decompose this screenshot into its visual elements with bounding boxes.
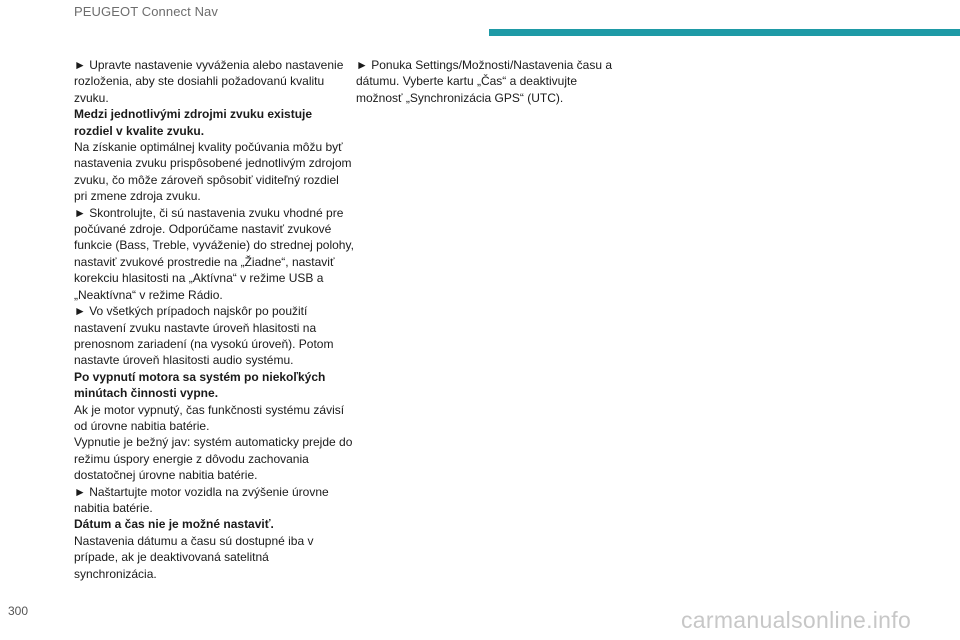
section-heading: Medzi jednotlivými zdrojmi zvuku existuje rozdiel v kvalite zvuku.: [74, 107, 313, 138]
left-text-column: [74, 57, 354, 582]
body-paragraph: ► Skontrolujte, či sú nastavenia zvuku vhodné pre počúvané zdroje. Odporúčame nastaviť zvukové funkcie (Bass, Treble, vyváženie) do strednej polohy, nastaviť zvukové prostredie na „Žiadne“, nastaviť korekciu hlasitosti na „Aktívna“ v režime USB a „Neaktívna“ v režime Rádio.: [74, 205, 354, 302]
body-paragraph: ► Naštartujte motor vozidla na zvýšenie úrovne nabitia batérie.: [74, 484, 329, 515]
body-paragraph: Na získanie optimálnej kvality počúvania môžu byť nastavenia zvuku prispôsobené jednotlivým zdrojom zvuku, čo môže zároveň spôsobiť viditeľný rozdiel pri zmene zdroja zvuku.: [74, 140, 352, 204]
body-paragraph: ► Ponuka Settings/Možnosti/Nastavenia času a dátumu. Vyberte kartu „Čas“ a deaktivujte možnosť „Synchronizácia GPS“ (UTC).: [356, 58, 613, 105]
running-header-title: PEUGEOT Connect Nav: [74, 4, 218, 19]
body-paragraph: ► Vo všetkých prípadoch najskôr po použití nastavení zvuku nastavte úroveň hlasitosti na prenosnom zariadení (na vysokú úroveň). Potom nastavte úroveň hlasitosti audio systému.: [74, 304, 334, 368]
header-accent-bar: [489, 29, 960, 36]
site-watermark: carmanualsonline.info: [681, 607, 912, 633]
section-heading: Po vypnutí motora sa systém po niekoľkých minútach činnosti vypne.: [74, 369, 326, 401]
right-text-column: [356, 57, 626, 106]
body-paragraph: Nastavenia dátumu a času sú dostupné iba v prípade, ak je deaktivovaná satelitná synchronizácia.: [74, 533, 314, 581]
body-paragraph: Vypnutie je bežný jav: systém automaticky prejde do režimu úspory energie z dôvodu zachovania dostatočnej úrovne nabitia batérie.: [74, 435, 353, 483]
body-paragraph: ► Upravte nastavenie vyváženia alebo nastavenie rozloženia, aby ste dosiahli požadovanú kvalitu zvuku.: [74, 58, 344, 105]
body-paragraph: Ak je motor vypnutý, čas funkčnosti systému závisí od úrovne nabitia batérie.: [74, 402, 345, 433]
section-heading: Dátum a čas nie je možné nastaviť.: [74, 517, 274, 532]
page-number: 300: [8, 604, 29, 618]
